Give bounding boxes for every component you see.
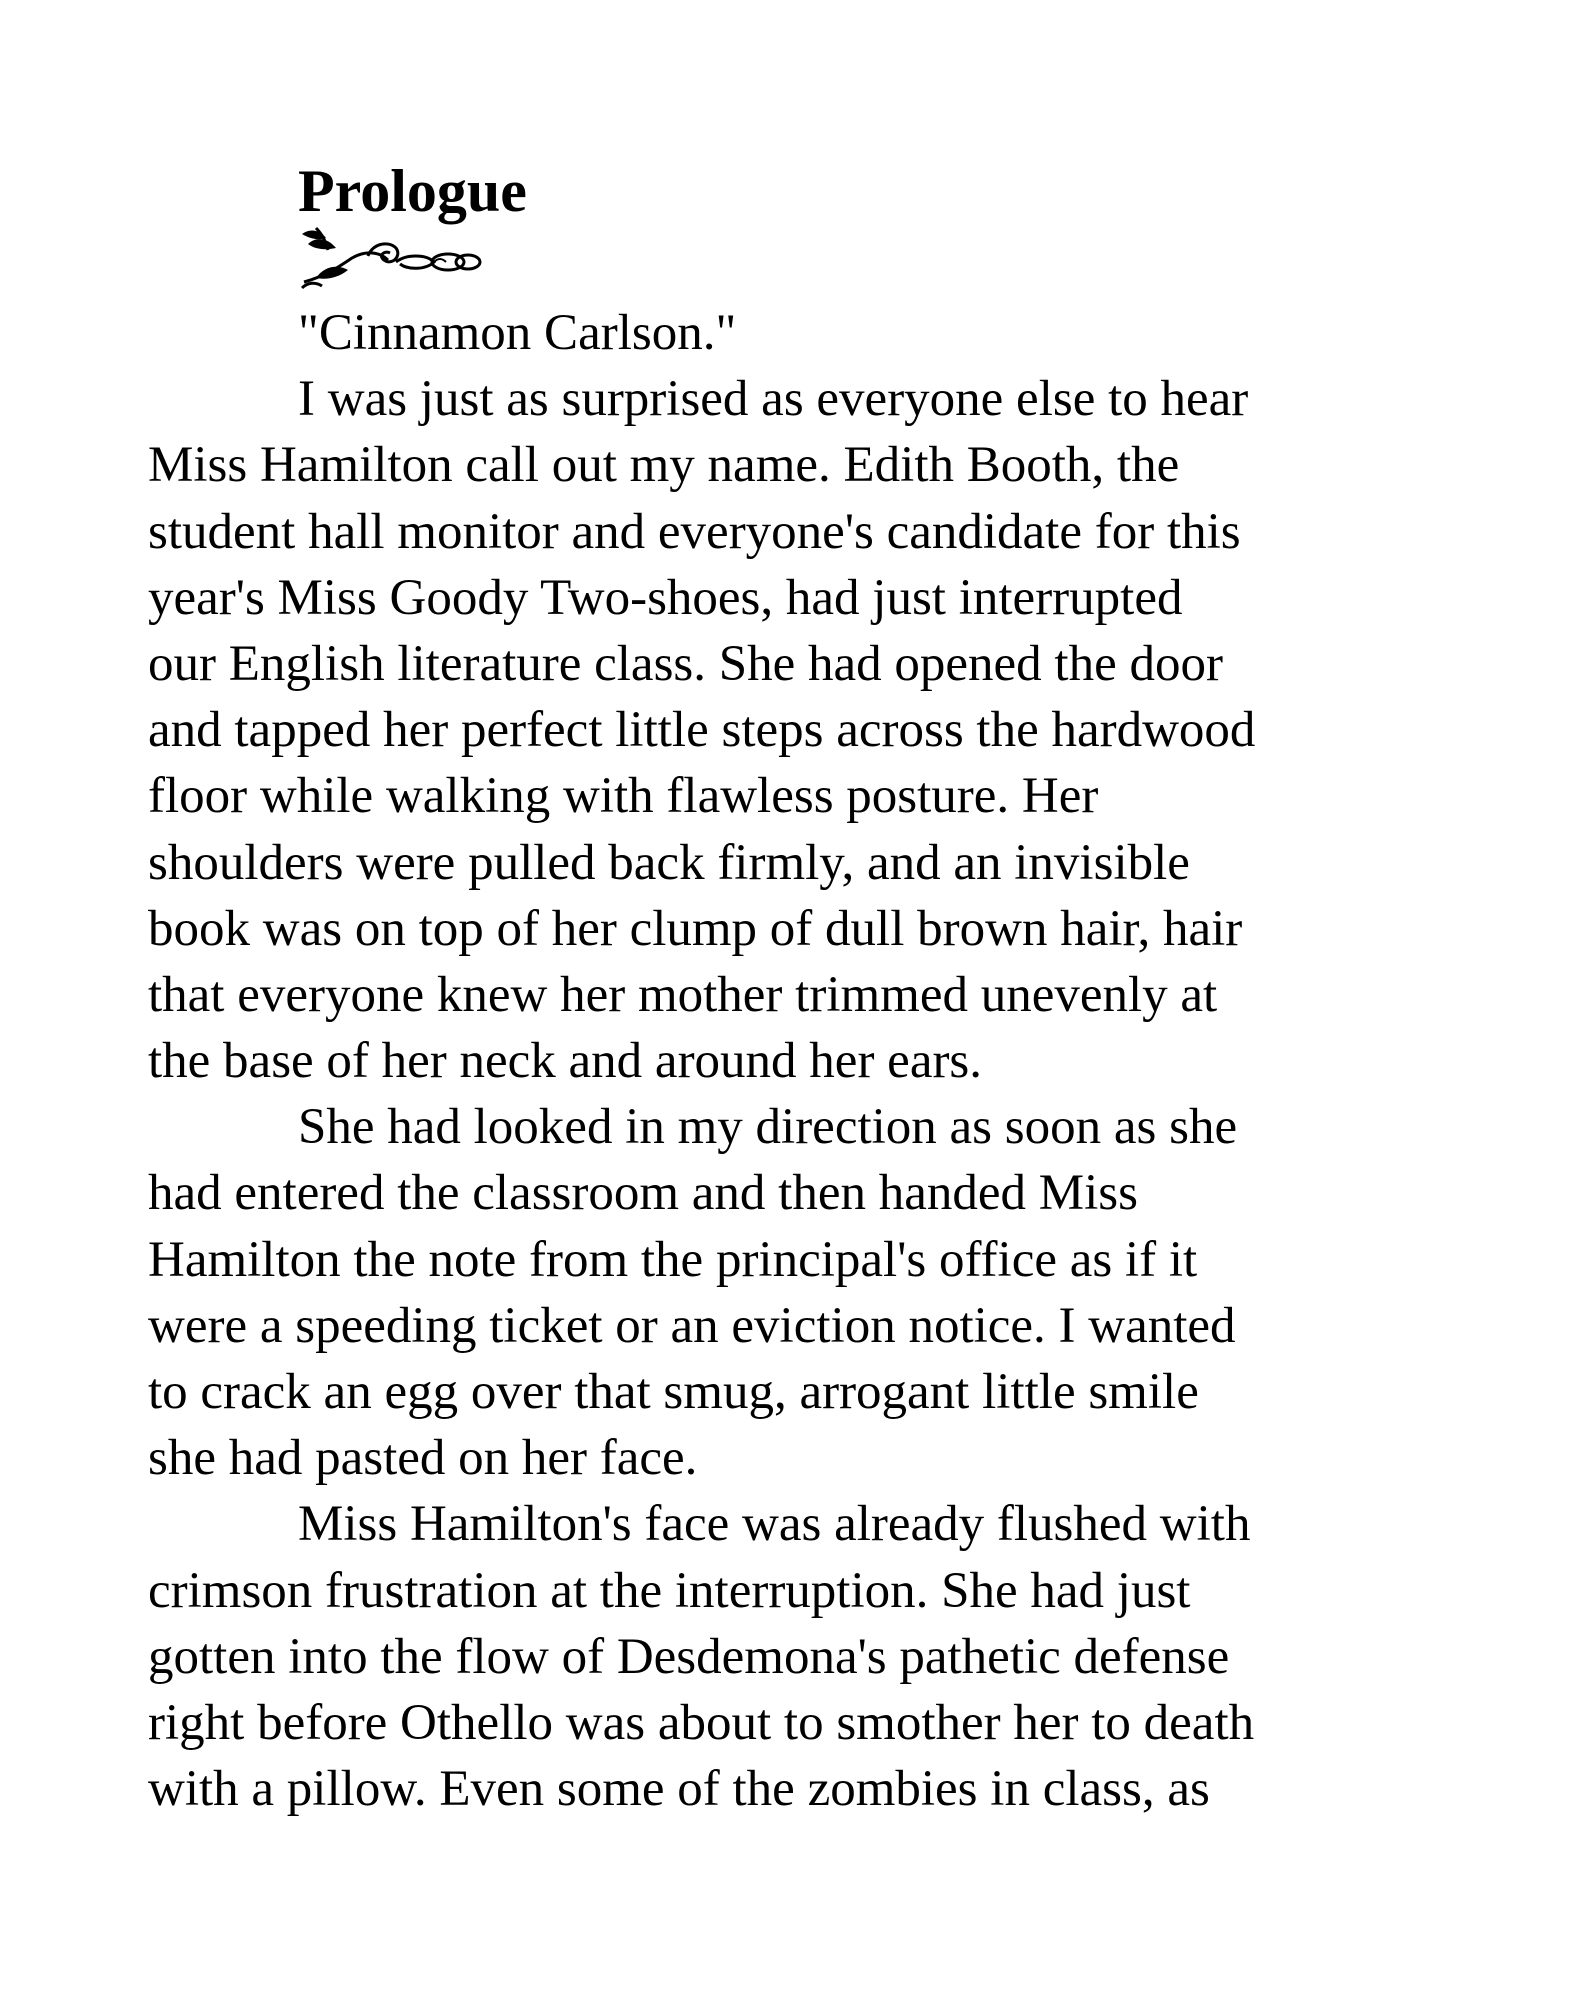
text-line: She had looked in my direction as soon as she	[298, 1099, 1238, 1156]
text-line: book was on top of her clump of dull brown hair, hair	[148, 900, 1243, 957]
text-line: the base of her neck and around her ears.	[148, 1033, 983, 1090]
text-line: I was just as surprised as everyone else to hear	[298, 371, 1249, 428]
text-line: right before Othello was about to smother her to death	[148, 1694, 1255, 1751]
text-line: that everyone knew her mother trimmed unevenly at	[148, 966, 1218, 1023]
text-line: our English literature class. She had opened the door	[148, 635, 1223, 692]
text-line: with a pillow. Even some of the zombies in class, as	[148, 1761, 1210, 1818]
text-line: Miss Hamilton's face was already flushed with	[298, 1496, 1251, 1553]
text-line: shoulders were pulled back firmly, and an invisible	[148, 834, 1190, 891]
text-line: were a speeding ticket or an eviction notice. I wanted	[148, 1297, 1236, 1354]
text-line: she had pasted on her face.	[148, 1430, 698, 1487]
text-line: student hall monitor and everyone's candidate for this	[148, 503, 1241, 560]
text-line: floor while walking with flawless posture. Her	[148, 768, 1099, 825]
floral-vine-ornament-icon	[296, 226, 486, 294]
text-line: and tapped her perfect little steps across the hardwood	[148, 702, 1256, 759]
text-line: "Cinnamon Carlson."	[298, 305, 737, 361]
text-line: had entered the classroom and then handed Miss	[148, 1165, 1138, 1222]
text-line: crimson frustration at the interruption. She had just	[148, 1562, 1191, 1619]
text-line: year's Miss Goody Two-shoes, had just interrupted	[148, 569, 1183, 626]
chapter-title: Prologue	[298, 158, 527, 224]
text-line: Hamilton the note from the principal's office as if it	[148, 1231, 1198, 1288]
prologue-body-text	[148, 300, 1468, 1822]
text-line: gotten into the flow of Desdemona's pathetic defense	[148, 1628, 1230, 1685]
text-line: Miss Hamilton call out my name. Edith Booth, the	[148, 437, 1180, 494]
text-line: to crack an egg over that smug, arrogant little smile	[148, 1364, 1199, 1420]
